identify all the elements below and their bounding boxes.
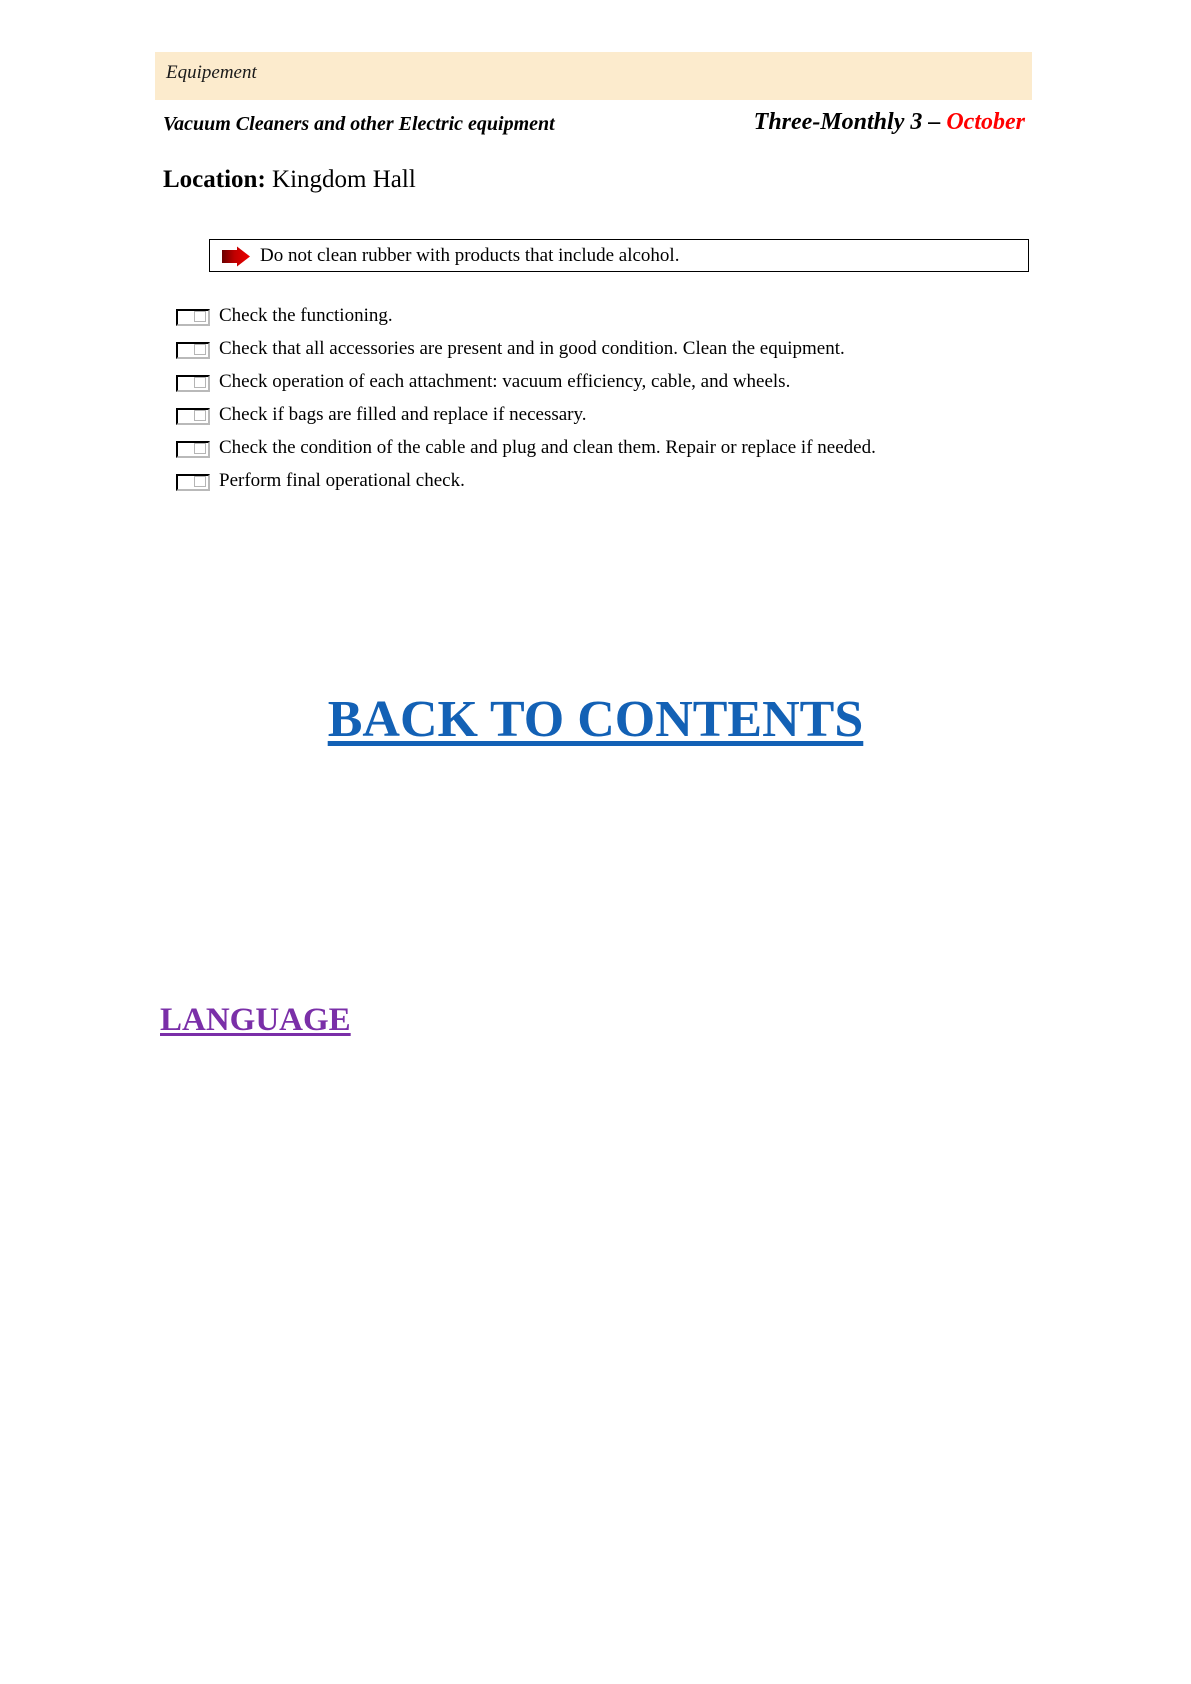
checkbox-icon[interactable]	[176, 441, 210, 458]
period-month-text: October	[946, 109, 1025, 135]
location-label: Location:	[163, 166, 266, 193]
checklist-item-label: Check the functioning.	[219, 305, 393, 326]
document-subject-title: Vacuum Cleaners and other Electric equipment	[163, 113, 555, 135]
period-dash: –	[928, 109, 947, 135]
location-line	[163, 166, 416, 194]
checklist-item[interactable]	[176, 369, 1036, 402]
checkbox-icon[interactable]	[176, 408, 210, 425]
language-link[interactable]: LANGUAGE	[160, 1002, 351, 1038]
period-main-text: Three-Monthly 3	[753, 109, 929, 135]
warning-box	[209, 239, 1029, 272]
checklist-item-label: Check operation of each attachment: vacuum efficiency, cable, and wheels.	[219, 371, 791, 392]
checklist-item[interactable]	[176, 468, 1036, 501]
back-to-contents-container	[0, 690, 1191, 749]
checklist-item[interactable]	[176, 402, 1036, 435]
checklist-item[interactable]	[176, 303, 1036, 336]
red-right-arrow-icon	[221, 246, 251, 267]
checklist-item-label: Perform final operational check.	[219, 470, 465, 491]
language-link-container	[160, 1002, 351, 1039]
checklist-item-label: Check the condition of the cable and plug and clean them. Repair or replace if needed.	[219, 437, 876, 458]
checkbox-icon[interactable]	[176, 342, 210, 359]
checkbox-icon[interactable]	[176, 474, 210, 491]
header-band	[155, 52, 1032, 100]
checklist-item-label: Check if bags are filled and replace if necessary.	[219, 404, 587, 425]
title-row	[163, 109, 1025, 143]
warning-text: Do not clean rubber with products that include alcohol.	[260, 245, 680, 266]
header-band-label: Equipement	[166, 62, 257, 83]
checklist-item[interactable]	[176, 336, 1036, 369]
back-to-contents-link[interactable]: BACK TO CONTENTS	[327, 691, 864, 748]
period-label	[754, 109, 1025, 136]
checkbox-icon[interactable]	[176, 309, 210, 326]
checklist	[176, 303, 1036, 501]
checkbox-icon[interactable]	[176, 375, 210, 392]
checklist-item[interactable]	[176, 435, 1036, 468]
location-value: Kingdom Hall	[265, 166, 416, 193]
checklist-item-label: Check that all accessories are present and in good condition. Clean the equipment.	[219, 338, 845, 359]
